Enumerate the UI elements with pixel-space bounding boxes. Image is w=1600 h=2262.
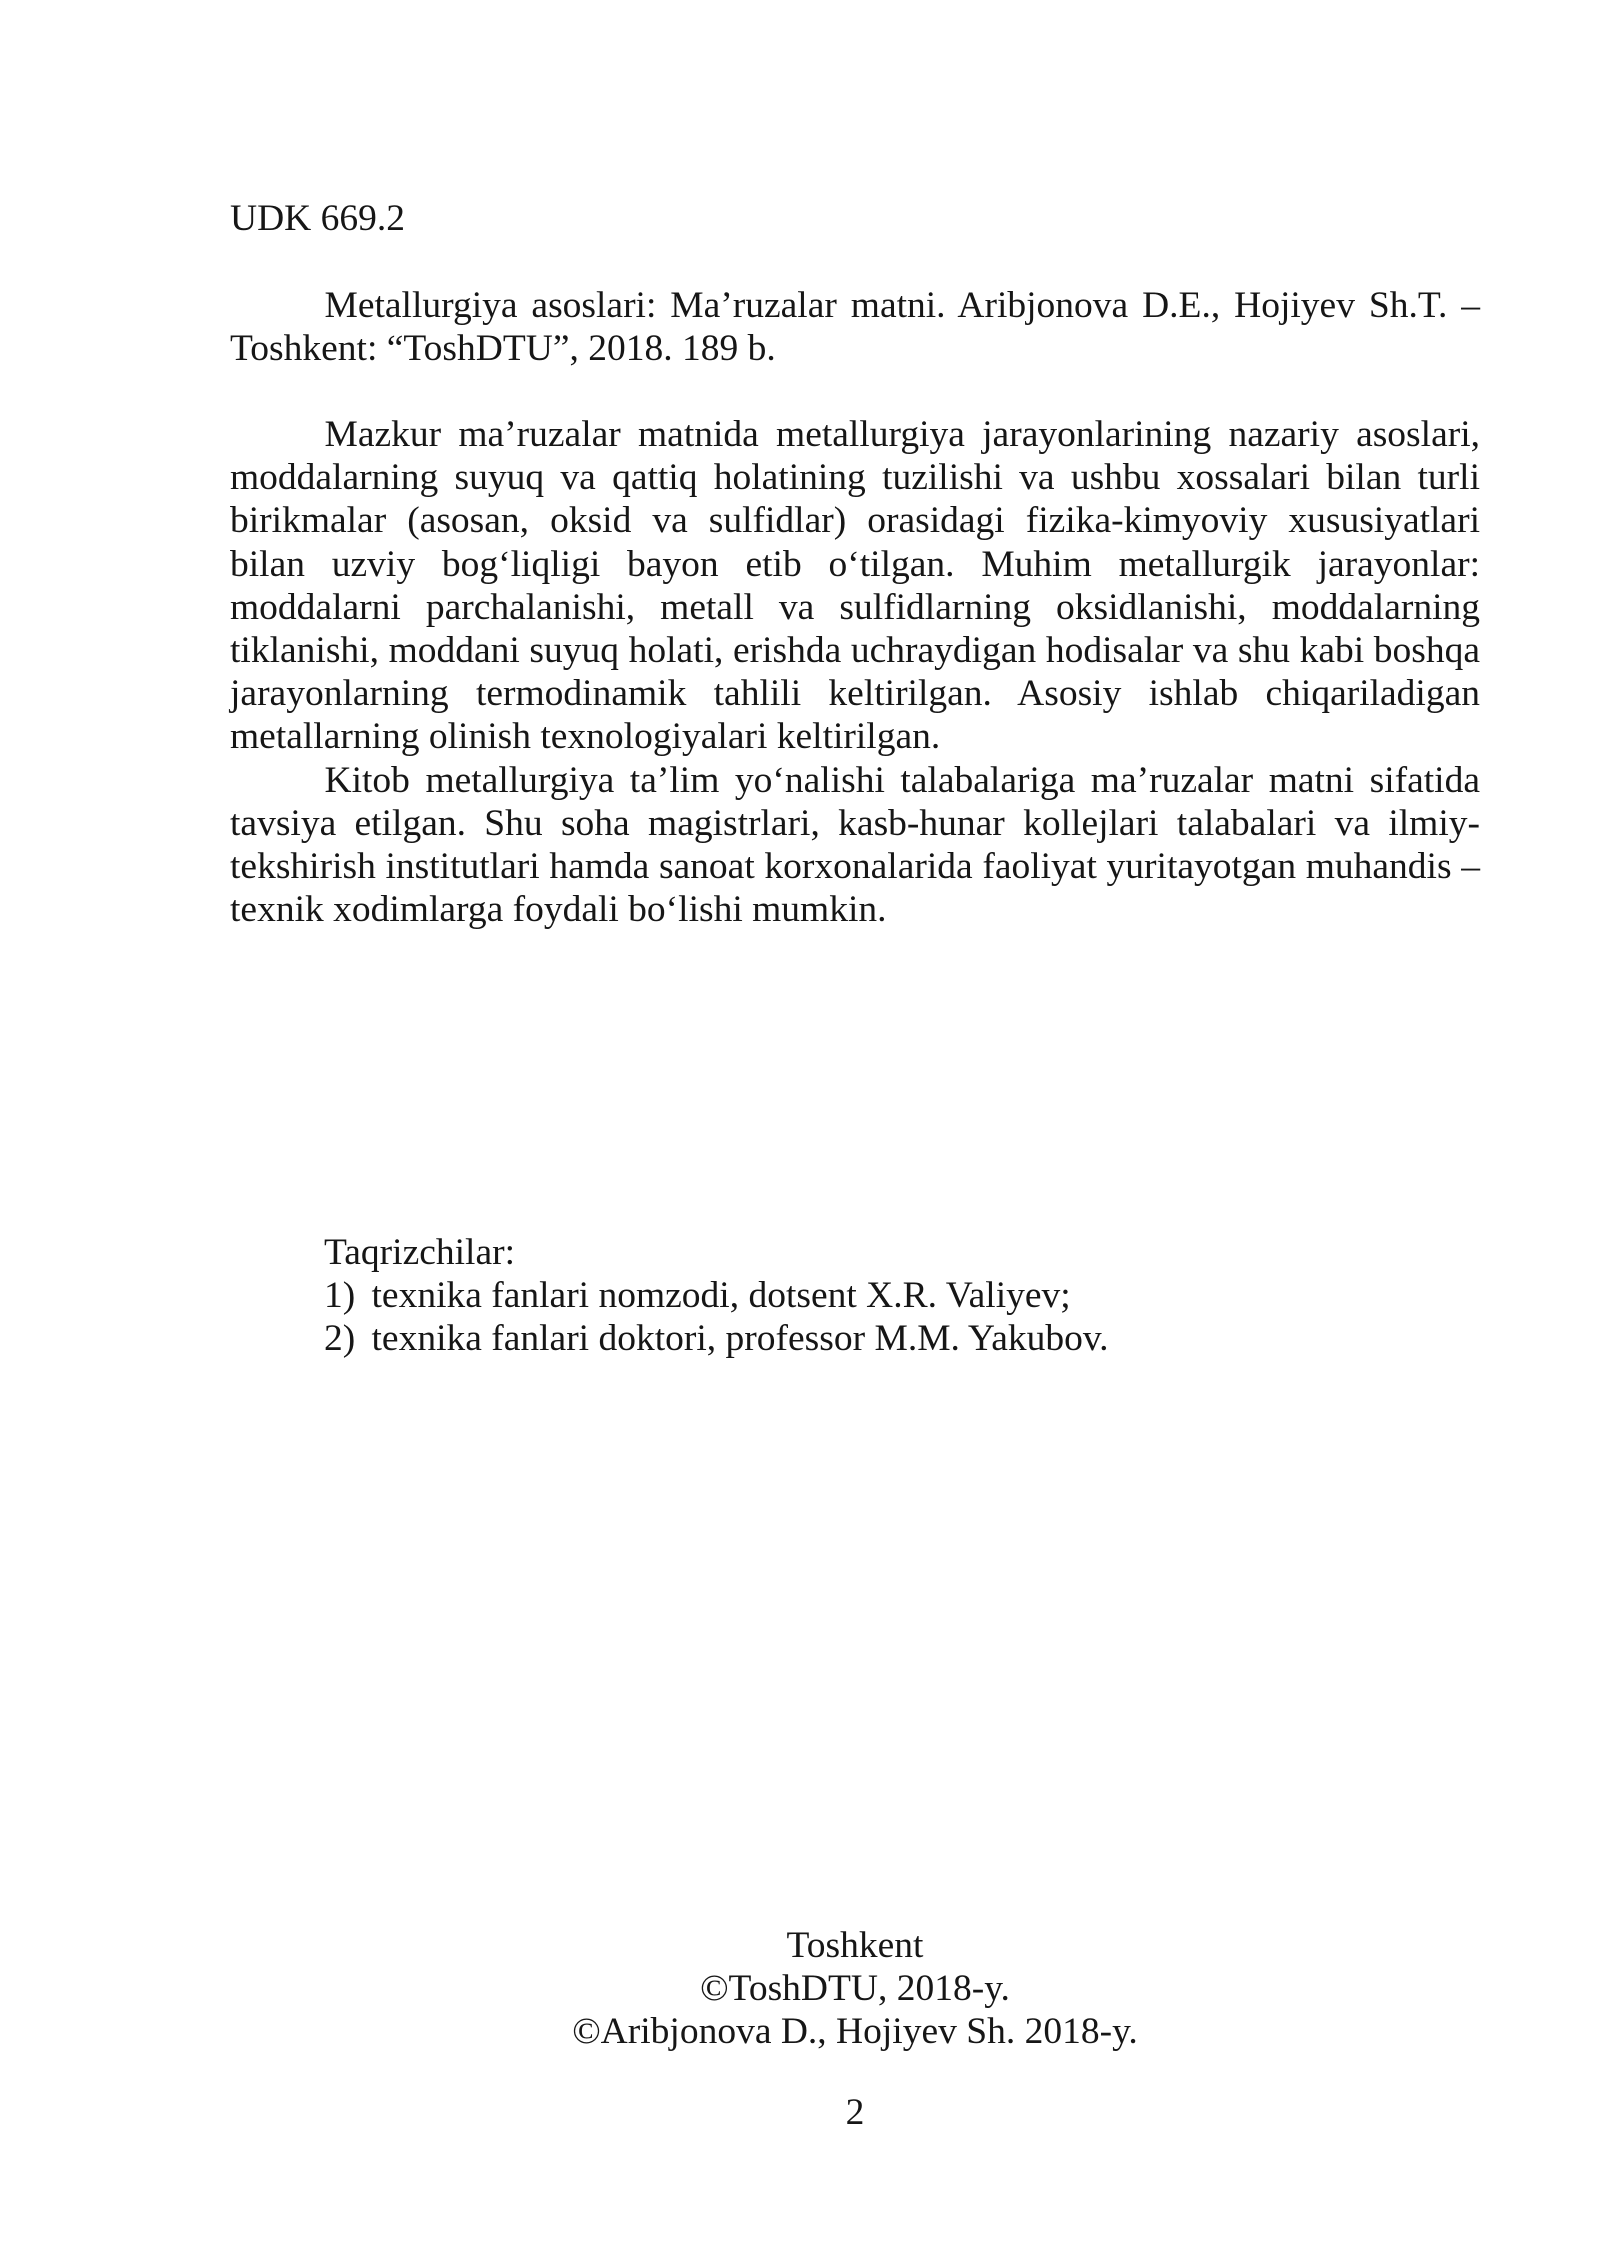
reviewer-item	[324, 1274, 1480, 1317]
reviewer-text: texnika fanlari nomzodi, dotsent X.R. Valiyev;	[371, 1275, 1071, 1317]
copyright-authors: ©Aribjonova D., Hojiyev Sh. 2018-y.	[572, 2011, 1138, 2053]
annotation	[230, 413, 1480, 931]
reviewer-number: 2)	[324, 1318, 356, 1360]
page-number: 2	[845, 2092, 865, 2133]
imprint-city: Toshkent	[786, 1925, 924, 1966]
reviewer-number: 1)	[324, 1275, 356, 1317]
annotation-paragraph: Mazkur ma’ruzalar matnida metallurgiya jarayonlarining nazariy asoslari, moddalarning suyuq va qattiq holatining tuzilishi va ushbu xossalari bilan turli birikmalar (asosan, oksid va sulfidlar) orasidagi fizika-kimyoviy xususiyatlari bilan uzviy bog‘liqligi bayon etib o‘tilgan. Muhim metallurgik jarayonlar: moddalarni parchalanishi, metall va sulfidlarning oksidlanishi, moddalarning tiklanishi, moddani suyuq holati, erishda uchraydigan hodisalar va shu kabi boshqa jarayonlarning termodinamik tahlili keltirilgan. Asosiy ishlab chiqariladigan metallarning olinish texnologiyalari keltirilgan.	[230, 414, 1480, 758]
udk-code: UDK 669.2	[230, 198, 405, 239]
reviewer-item	[324, 1317, 1480, 1360]
copyright-publisher: ©ToshDTU, 2018-y.	[700, 1968, 1010, 2010]
imprint	[230, 1924, 1480, 2054]
reviewers-section	[324, 1231, 1480, 1361]
annotation-paragraph: Kitob metallurgiya ta’lim yo‘nalishi talabalariga ma’ruzalar matni sifatida tavsiya etilgan. Shu soha magistrlari, kasb-hunar kollejlari talabalari va ilmiy-tekshirish institutlari hamda sanoat korxonalarida faoliyat yuritayotgan muhandis – texnik xodimlarga foydali bo‘lishi mumkin.	[230, 759, 1480, 931]
bibliographic-citation: Metallurgiya asoslari: Ma’ruzalar matni. Aribjonova D.E., Hojiyev Sh.T. – Toshkent: “ToshDTU”, 2018. 189 b.	[230, 285, 1480, 370]
reviewers-heading: Taqrizchilar:	[324, 1232, 516, 1273]
reviewer-text: texnika fanlari doktori, professor M.M. Yakubov.	[371, 1318, 1109, 1360]
